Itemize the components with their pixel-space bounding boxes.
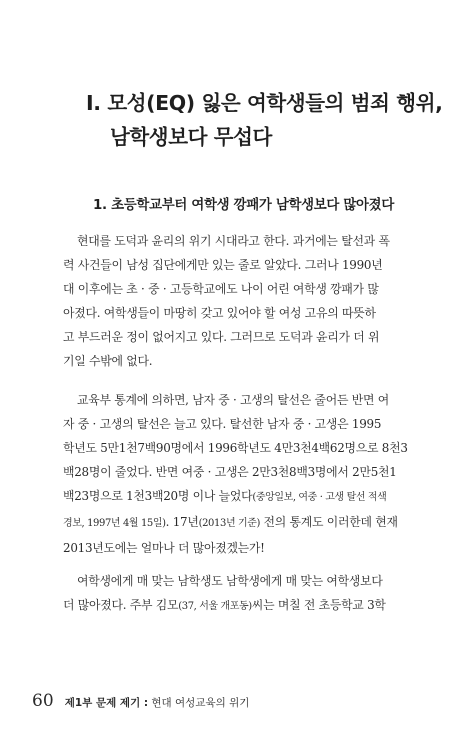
paragraph-line: 교육부 통계에 의하면, 남자 중 · 고생의 탈선은 줄어든 반면 여 (77, 393, 390, 407)
paragraph-line: 력 사건들이 남성 집단에게만 있는 줄로 알았다. 그러나 1990년 (63, 258, 383, 272)
paragraph-text: 전의 통계도 이러한데 현재 (260, 515, 398, 529)
paragraph-2 (63, 388, 431, 560)
citation: (중앙일보, 여중 · 고생 탈선 적색 (252, 492, 387, 503)
paragraph-1 (63, 229, 431, 373)
paragraph-line (63, 484, 431, 510)
citation: (2013년 기준) (198, 518, 261, 529)
paragraph-text: 씨는 며칠 전 초등학교 3학 (251, 598, 386, 612)
paragraph-line: 여학생에게 매 맞는 남학생도 남학생에게 매 맞는 여학생보다 (77, 574, 383, 588)
citation: 경보, 1997년 4월 15일) (63, 518, 166, 529)
paragraph-line (63, 593, 431, 619)
paragraph-line: 자 중 · 고생의 탈선은 늘고 있다. 탈선한 남자 중 · 고생은 1995 (63, 417, 382, 431)
paragraph-line: 학년도 5만1천7백90명에서 1996학년도 4만3천4백62명으로 8천3 (63, 441, 408, 455)
paragraph-3 (63, 569, 431, 619)
paragraph-line: 2013년도에는 얼마나 더 많아졌겠는가! (63, 541, 265, 555)
paragraph-line: 백28명이 줄었다. 반면 여중 · 고생은 2만3천8백3명에서 2만5천1 (63, 465, 397, 479)
page-number: 60 (32, 691, 54, 711)
paragraph-line: 대 이후에는 초 · 중 · 고등학교에도 나이 어린 여학생 깡패가 많 (63, 282, 379, 296)
chapter-title (86, 86, 446, 154)
chapter-title-line1: I. 모성(EQ) 잃은 여학생들의 범죄 행위, (86, 91, 443, 115)
paragraph-line: 아졌다. 여학생들이 마땅히 갖고 있어야 할 여성 고유의 따뜻하 (63, 306, 376, 320)
part-label: 제1부 문제 제기 : (64, 697, 149, 709)
paragraph-line: 고 부드러운 정이 없어지고 있다. 그러므로 도덕과 윤리가 더 위 (63, 330, 380, 344)
paragraph-line (63, 510, 431, 536)
paragraph-line: 현대를 도덕과 윤리의 위기 시대라고 한다. 과거에는 탈선과 폭 (77, 234, 390, 248)
section-title: 1. 초등학교부터 여학생 깡패가 남학생보다 많아졌다 (93, 198, 394, 213)
paragraph-text: 더 많아졌다. 주부 김모 (63, 598, 179, 612)
paragraph-line: 기일 수밖에 없다. (63, 354, 153, 368)
chapter-title-line2: 남학생보다 무섭다 (110, 125, 272, 149)
page-footer (32, 691, 249, 711)
running-title: 현대 여성교육의 위기 (148, 697, 250, 709)
citation: (37, 서울 개포동) (178, 601, 252, 612)
paragraph-text: . 17년 (165, 515, 199, 529)
paragraph-text: 백23명으로 1천3백20명 이나 늘었다 (63, 489, 253, 503)
